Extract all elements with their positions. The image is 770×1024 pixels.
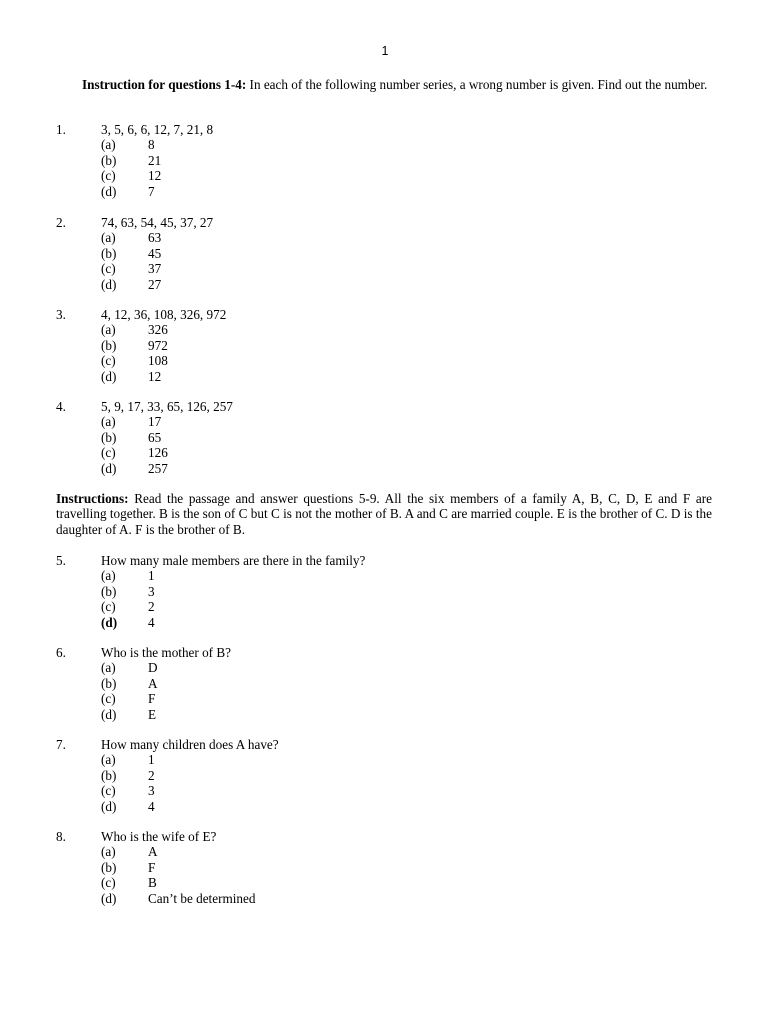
option-label: (d) <box>101 460 117 476</box>
question-number: 1. <box>56 122 66 137</box>
option-label: (d) <box>101 183 117 199</box>
option-value: 326 <box>148 322 168 338</box>
instruction-family-passage <box>56 491 712 537</box>
option-label: (c) <box>101 353 116 369</box>
question-number: 2. <box>56 215 66 230</box>
option-value: 972 <box>148 337 168 353</box>
option-label: (b) <box>101 583 117 599</box>
instruction-series <box>82 77 712 92</box>
question-number: 7. <box>56 737 66 752</box>
instruction-series-heading: Instruction for questions 1-4: <box>82 77 247 92</box>
option-label: (b) <box>101 767 117 783</box>
question-text: How many children does A have? <box>101 737 279 752</box>
option-label: (a) <box>101 752 116 768</box>
option-value: 126 <box>148 445 168 461</box>
option-label: (b) <box>101 675 117 691</box>
option-value: 45 <box>148 245 162 261</box>
page-number <box>0 44 770 59</box>
option-label: (a) <box>101 844 116 860</box>
question-1 <box>56 122 716 199</box>
instruction-family-text: Read the passage and answer questions 5-9. All the six members of a family A, B, C, D, E and F are travelling together. B is the son of C but C is not the mother of B. A and C are married couple. E is the brother of C. D is the daughter of A. F is the brother of B. <box>56 491 712 537</box>
option-value: 1 <box>148 568 155 584</box>
question-number: 3. <box>56 307 66 322</box>
option-label: (b) <box>101 859 117 875</box>
question-text: 5, 9, 17, 33, 65, 126, 257 <box>101 399 233 414</box>
option-value: 4 <box>148 798 155 814</box>
option-label: (d) <box>101 890 117 906</box>
option-label: (a) <box>101 322 116 338</box>
option-value: 257 <box>148 460 168 476</box>
option-label: (b) <box>101 245 117 261</box>
option-value: 2 <box>148 599 155 615</box>
option-value: B <box>148 875 157 891</box>
option-label: (b) <box>101 152 117 168</box>
option-label: (c) <box>101 783 116 799</box>
option-value: 65 <box>148 429 162 445</box>
option-value: 2 <box>148 767 155 783</box>
question-3 <box>56 307 716 384</box>
option-label: (d) <box>101 368 117 384</box>
option-label: (d) <box>101 276 117 292</box>
option-label: (a) <box>101 137 116 153</box>
option-value: 17 <box>148 414 162 430</box>
option-label: (c) <box>101 875 116 891</box>
option-label: (a) <box>101 230 116 246</box>
option-value: 21 <box>148 152 162 168</box>
question-number: 6. <box>56 645 66 660</box>
page-number-text: 1 <box>381 44 389 58</box>
option-label: (c) <box>101 691 116 707</box>
option-value: D <box>148 660 158 676</box>
option-value: A <box>148 844 158 860</box>
option-value: E <box>148 706 157 722</box>
question-4 <box>56 399 716 476</box>
option-value: 7 <box>148 183 155 199</box>
option-value: 27 <box>148 276 162 292</box>
option-label: (c) <box>101 445 116 461</box>
option-value: 37 <box>148 261 162 277</box>
option-value: 12 <box>148 168 162 184</box>
option-label: (d) <box>101 614 118 630</box>
instruction-series-text: In each of the following number series, a wrong number is given. Find out the number. <box>246 77 708 92</box>
option-value: Can’t be determined <box>148 890 256 906</box>
question-text: 74, 63, 54, 45, 37, 27 <box>101 215 214 230</box>
option-value: 108 <box>148 353 168 369</box>
question-text: Who is the wife of E? <box>101 829 217 844</box>
option-value: 8 <box>148 137 155 153</box>
option-label: (c) <box>101 261 116 277</box>
option-value: 1 <box>148 752 155 768</box>
question-text: 3, 5, 6, 6, 12, 7, 21, 8 <box>101 122 214 137</box>
question-2 <box>56 215 716 292</box>
option-label: (c) <box>101 599 116 615</box>
option-label: (a) <box>101 660 116 676</box>
instruction-family-heading: Instructions: <box>56 491 129 506</box>
question-text: How many male members are there in the family? <box>101 553 366 568</box>
option-value: 12 <box>148 368 162 384</box>
option-value: 3 <box>148 783 155 799</box>
question-text: Who is the mother of B? <box>101 645 232 660</box>
option-value: 3 <box>148 583 155 599</box>
option-value: F <box>148 859 156 875</box>
option-value: 63 <box>148 230 162 246</box>
question-text: 4, 12, 36, 108, 326, 972 <box>101 307 227 322</box>
question-number: 8. <box>56 829 66 844</box>
option-value: A <box>148 675 158 691</box>
option-label: (b) <box>101 337 117 353</box>
option-value: F <box>148 691 156 707</box>
option-label: (a) <box>101 568 116 584</box>
question-8 <box>56 829 716 906</box>
option-label: (d) <box>101 706 117 722</box>
question-6 <box>56 645 716 722</box>
option-label: (b) <box>101 429 117 445</box>
question-number: 5. <box>56 553 66 568</box>
option-label: (d) <box>101 798 117 814</box>
question-number: 4. <box>56 399 66 414</box>
option-value: 4 <box>148 614 155 630</box>
question-7 <box>56 737 716 814</box>
question-5 <box>56 553 716 630</box>
option-label: (a) <box>101 414 116 430</box>
option-label: (c) <box>101 168 116 184</box>
